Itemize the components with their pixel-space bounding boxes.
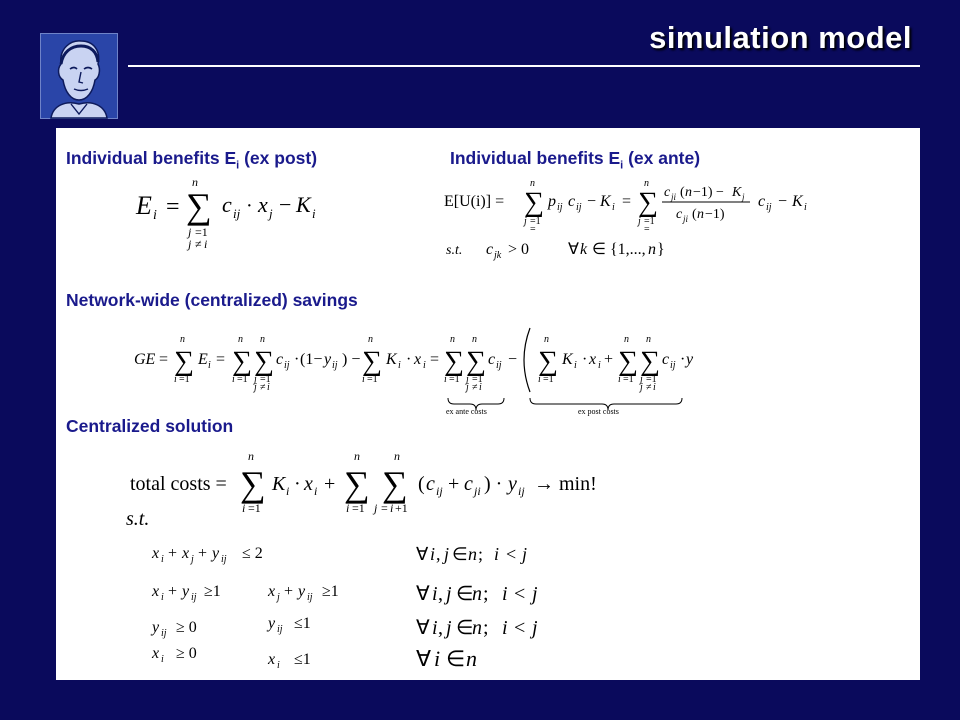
svg-text:·: ·: [582, 351, 588, 368]
svg-text:) ·: ) ·: [484, 473, 503, 495]
svg-text:=: =: [381, 501, 388, 515]
svg-text:n: n: [450, 334, 455, 345]
svg-text:(1−: (1−: [300, 351, 323, 368]
svg-text:n: n: [544, 334, 549, 345]
heading-network-savings: Network-wide (centralized) savings: [66, 290, 358, 310]
svg-text:K: K: [296, 192, 311, 217]
svg-text:i: i: [398, 360, 401, 371]
svg-text:∀: ∀: [416, 646, 432, 671]
svg-text:ij: ij: [233, 206, 241, 221]
svg-text:i: i: [423, 360, 426, 371]
svg-text:i: i: [204, 237, 208, 251]
svg-text:i: i: [362, 374, 365, 385]
svg-text:∈: ∈: [456, 583, 474, 605]
svg-text:i: i: [502, 617, 508, 639]
svg-text:i: i: [432, 617, 438, 639]
svg-text:=1: =1: [644, 216, 655, 227]
svg-text:c: c: [662, 351, 670, 368]
svg-text:K: K: [792, 193, 803, 210]
svg-text:x: x: [414, 351, 422, 368]
svg-text:∑: ∑: [538, 346, 558, 377]
svg-text:j: j: [191, 554, 194, 565]
svg-text:i: i: [312, 206, 316, 221]
svg-text:−: −: [587, 193, 597, 210]
svg-text:i: i: [432, 583, 438, 605]
svg-text:i: i: [538, 374, 541, 385]
svg-text:+: +: [168, 545, 178, 562]
svg-text:c: c: [568, 193, 576, 210]
svg-text:∀: ∀: [416, 544, 429, 564]
svg-text:∑: ∑: [186, 186, 212, 226]
svg-text:> 0: > 0: [508, 241, 530, 258]
svg-text:n: n: [472, 334, 477, 345]
svg-text:;: ;: [483, 583, 489, 605]
svg-text:ij: ij: [557, 202, 563, 213]
svg-text:ij: ij: [221, 554, 227, 565]
svg-text:i: i: [174, 374, 177, 385]
svg-text:x: x: [589, 351, 597, 368]
svg-text:≠: ≠: [195, 237, 202, 251]
svg-text:→ min!: → min!: [534, 473, 597, 495]
ex-post-costs-label: ex post costs: [578, 407, 619, 416]
constraints-right: [416, 538, 636, 674]
svg-text:i: i: [232, 374, 235, 385]
svg-text:j: j: [640, 374, 643, 385]
svg-text:j: j: [522, 544, 528, 564]
svg-text:c: c: [758, 193, 766, 210]
svg-text:∑: ∑: [232, 346, 252, 377]
svg-text:i: i: [653, 382, 656, 393]
svg-text:(: (: [692, 207, 697, 222]
svg-text:=1: =1: [449, 374, 460, 385]
svg-text:·: ·: [294, 473, 301, 495]
svg-text:n: n: [260, 334, 265, 345]
svg-text:j: j: [466, 382, 469, 393]
svg-text:j: j: [254, 374, 257, 385]
svg-text:jk: jk: [494, 250, 502, 261]
svg-text:n: n: [646, 334, 651, 345]
svg-text:x: x: [304, 473, 313, 495]
svg-text:<: <: [506, 544, 517, 564]
svg-text:∈: ∈: [456, 617, 474, 639]
svg-text:y: y: [686, 351, 694, 368]
svg-text:−1) −: −1) −: [693, 185, 724, 200]
svg-text:ij: ij: [766, 202, 772, 213]
svg-text:=1: =1: [623, 374, 634, 385]
svg-text:x: x: [268, 583, 276, 600]
svg-text:y: y: [298, 583, 306, 600]
svg-text:∀: ∀: [568, 241, 579, 258]
svg-text:−: −: [279, 192, 292, 217]
svg-text:∑: ∑: [638, 187, 658, 218]
svg-text:,: ,: [436, 544, 441, 564]
svg-text:x: x: [152, 583, 160, 600]
svg-text:ij: ij: [191, 592, 197, 603]
svg-text:j: j: [640, 382, 643, 393]
svg-text:E: E: [198, 351, 208, 368]
svg-text:≠: ≠: [472, 382, 478, 393]
svg-text:n: n: [472, 617, 482, 639]
svg-text:n: n: [697, 207, 704, 222]
svg-text:j: j: [638, 216, 641, 227]
svg-text:y: y: [268, 615, 276, 632]
svg-text:n: n: [644, 178, 649, 189]
svg-text:∑: ∑: [240, 464, 266, 504]
svg-text:ji: ji: [683, 214, 689, 224]
svg-text:=: =: [530, 224, 536, 235]
svg-text:c: c: [486, 241, 494, 258]
svg-text:i: i: [618, 374, 621, 385]
svg-text:=1: =1: [472, 374, 483, 385]
svg-text:j: j: [374, 501, 378, 515]
st-label: s.t.: [126, 508, 150, 530]
svg-text:n: n: [354, 449, 360, 463]
svg-text:i: i: [208, 360, 211, 371]
svg-text:j: j: [466, 374, 469, 385]
svg-text:y: y: [324, 351, 332, 368]
svg-text:∑: ∑: [444, 346, 464, 377]
svg-text:≥1: ≥1: [322, 583, 339, 600]
svg-text:·: ·: [294, 351, 300, 368]
svg-text:·: ·: [406, 351, 412, 368]
svg-text:∈: ∈: [452, 544, 468, 564]
svg-text:K: K: [562, 351, 573, 368]
svg-text:GE: GE: [134, 351, 156, 368]
total-costs-formula: [130, 446, 610, 530]
svg-text:∑: ∑: [640, 346, 660, 377]
svg-text:+: +: [324, 473, 336, 495]
svg-text:∑: ∑: [524, 187, 544, 218]
svg-text:c: c: [222, 192, 232, 217]
svg-text:n: n: [248, 449, 254, 463]
svg-text:n: n: [394, 449, 400, 463]
svg-text:ij: ij: [277, 624, 283, 635]
network-savings-formula: [132, 320, 692, 416]
svg-text:=1: =1: [260, 374, 271, 385]
svg-text:c: c: [276, 351, 284, 368]
svg-text:+: +: [284, 583, 294, 600]
svg-text:c: c: [488, 351, 496, 368]
svg-text:∑: ∑: [618, 346, 638, 377]
svg-text:=: =: [166, 194, 180, 220]
svg-text:ij: ij: [436, 484, 443, 498]
svg-text:<: <: [514, 583, 526, 605]
svg-text:E: E: [136, 191, 152, 220]
svg-text:≥ 0: ≥ 0: [176, 645, 197, 662]
svg-text:K: K: [732, 185, 742, 200]
svg-text:ij: ij: [496, 360, 502, 371]
svg-text:n: n: [472, 583, 482, 605]
svg-text:i: i: [390, 501, 394, 515]
svg-text:n: n: [624, 334, 629, 345]
svg-text:i: i: [267, 382, 270, 393]
svg-text:c: c: [426, 473, 435, 495]
svg-text:=: =: [644, 224, 650, 235]
svg-text:j: j: [444, 544, 450, 564]
svg-text:x: x: [182, 545, 190, 562]
svg-text:−: −: [778, 193, 788, 210]
svg-text:j: j: [188, 225, 192, 239]
svg-text:x: x: [152, 645, 160, 662]
svg-text:∑: ∑: [174, 346, 194, 377]
svg-text:i: i: [502, 583, 508, 605]
svg-text:=1: =1: [179, 374, 190, 385]
svg-text:total costs =: total costs =: [130, 473, 227, 495]
svg-text:+1: +1: [395, 501, 408, 515]
svg-text:∑: ∑: [466, 346, 486, 377]
svg-text:n: n: [466, 646, 477, 671]
svg-text:;: ;: [478, 544, 484, 564]
svg-text:y: y: [508, 473, 517, 495]
svg-text:E[U(i)] =: E[U(i)] =: [444, 193, 505, 210]
svg-text:−: −: [508, 351, 518, 368]
goethe-portrait-icon: [40, 33, 118, 119]
svg-text:j: j: [277, 592, 280, 603]
svg-text:i: i: [494, 544, 500, 564]
slide-title: simulation model: [649, 20, 912, 55]
svg-text:ji: ji: [474, 484, 481, 498]
svg-text:=1: =1: [543, 374, 554, 385]
svg-text:n: n: [685, 185, 692, 200]
svg-text:i: i: [161, 654, 164, 665]
svg-text:∈: ∈: [446, 646, 466, 671]
svg-text:j: j: [188, 237, 192, 251]
svg-text:=1: =1: [237, 374, 248, 385]
svg-text:≤1: ≤1: [294, 651, 311, 668]
svg-text:=: =: [159, 351, 169, 368]
svg-text:) −: ) −: [342, 351, 361, 368]
svg-text:=1: =1: [352, 501, 365, 515]
svg-text:k: k: [580, 241, 588, 258]
svg-text:−1): −1): [705, 207, 725, 222]
svg-text:x: x: [258, 192, 268, 217]
svg-text:=1: =1: [195, 225, 208, 239]
svg-text:x: x: [268, 651, 276, 668]
svg-text:n: n: [180, 334, 185, 345]
st-label-ex-ante: s.t.: [446, 243, 463, 258]
svg-text:j: j: [524, 216, 527, 227]
svg-text:=: =: [622, 193, 632, 210]
svg-text:(: (: [680, 185, 685, 200]
svg-text:K: K: [600, 193, 611, 210]
svg-text:i: i: [804, 202, 807, 213]
svg-text:}: }: [657, 241, 665, 258]
ex-post-formula: [126, 172, 326, 252]
svg-text:j: j: [446, 617, 452, 639]
svg-text:=1: =1: [530, 216, 541, 227]
svg-text:,: ,: [438, 617, 443, 639]
title-underline: [128, 65, 920, 67]
svg-text:∑: ∑: [362, 346, 382, 377]
svg-text:n: n: [238, 334, 243, 345]
svg-text:i: i: [612, 202, 615, 213]
svg-text:c: c: [664, 185, 671, 200]
svg-text:ij: ij: [576, 202, 582, 213]
svg-text:ij: ij: [670, 360, 676, 371]
svg-text:∀: ∀: [416, 583, 430, 605]
heading-centralized-solution: Centralized solution: [66, 416, 234, 436]
svg-text:≠: ≠: [260, 382, 266, 393]
svg-text:i: i: [434, 646, 441, 671]
svg-text:∑: ∑: [382, 464, 408, 504]
svg-text:=: =: [216, 351, 226, 368]
svg-text:∈ {1,...,: ∈ {1,...,: [592, 241, 646, 258]
svg-text:i: i: [161, 592, 164, 603]
svg-text:=1: =1: [248, 501, 261, 515]
svg-text:i: i: [153, 208, 157, 223]
ex-ante-formula: [444, 174, 884, 264]
svg-text:·: ·: [680, 351, 686, 368]
svg-text:+: +: [168, 583, 178, 600]
svg-text:ij: ij: [161, 628, 167, 639]
svg-text:,: ,: [438, 583, 443, 605]
svg-text:i: i: [598, 360, 601, 371]
svg-text:i: i: [314, 484, 318, 498]
svg-text:i: i: [242, 501, 246, 515]
svg-text:ij: ij: [284, 360, 290, 371]
svg-text:≥ 0: ≥ 0: [176, 619, 197, 636]
svg-text:n: n: [648, 241, 656, 258]
svg-text:i: i: [574, 360, 577, 371]
svg-text:=1: =1: [367, 374, 378, 385]
svg-text:x: x: [152, 545, 160, 562]
svg-text:i: i: [277, 660, 280, 671]
svg-text:j: j: [532, 583, 538, 605]
svg-text:y: y: [152, 619, 160, 636]
svg-text:n: n: [192, 175, 198, 189]
svg-text:ij: ij: [332, 360, 338, 371]
heading-ex-post: Individual benefits $E_i$ (ex post): [66, 148, 318, 172]
svg-text:ji: ji: [671, 192, 677, 202]
svg-text:n: n: [468, 544, 477, 564]
svg-text:i: i: [430, 544, 436, 564]
svg-text:c: c: [676, 207, 683, 222]
svg-text:j: j: [269, 206, 273, 221]
svg-text:∀: ∀: [416, 617, 430, 639]
svg-text:∑: ∑: [344, 464, 370, 504]
svg-text:+: +: [448, 473, 460, 495]
svg-text:i: i: [161, 554, 164, 565]
svg-text:n: n: [530, 178, 535, 189]
svg-text:y: y: [182, 583, 190, 600]
svg-text:ij: ij: [518, 484, 525, 498]
svg-text:i: i: [346, 501, 350, 515]
svg-text:<: <: [514, 617, 526, 639]
svg-text:y: y: [212, 545, 220, 562]
svg-text:p: p: [548, 193, 556, 210]
svg-text:j: j: [254, 382, 257, 393]
svg-text:+: +: [198, 545, 208, 562]
svg-text:;: ;: [483, 617, 489, 639]
svg-text:j: j: [742, 192, 745, 202]
svg-text:≠: ≠: [646, 382, 652, 393]
svg-text:K: K: [386, 351, 397, 368]
svg-text:n: n: [368, 334, 373, 345]
svg-text:i: i: [444, 374, 447, 385]
svg-text:(: (: [418, 473, 425, 495]
svg-text:≥1: ≥1: [204, 583, 221, 600]
svg-text:≤ 2: ≤ 2: [242, 545, 263, 562]
svg-text:j: j: [532, 617, 538, 639]
svg-text:=: =: [430, 351, 440, 368]
svg-text:=1: =1: [646, 374, 657, 385]
svg-text:c: c: [464, 473, 473, 495]
svg-text:K: K: [272, 473, 286, 495]
svg-text:≤1: ≤1: [294, 615, 311, 632]
svg-text:·: ·: [246, 195, 253, 217]
svg-text:∑: ∑: [254, 346, 274, 377]
content-panel: [56, 128, 920, 680]
svg-text:j: j: [446, 583, 452, 605]
svg-text:i: i: [479, 382, 482, 393]
svg-text:+: +: [604, 351, 614, 368]
ex-ante-costs-label: ex ante costs: [446, 407, 487, 416]
svg-text:ij: ij: [307, 592, 313, 603]
heading-ex-ante: Individual benefits $E_i$ (ex ante): [450, 148, 701, 172]
svg-text:i: i: [286, 484, 290, 498]
